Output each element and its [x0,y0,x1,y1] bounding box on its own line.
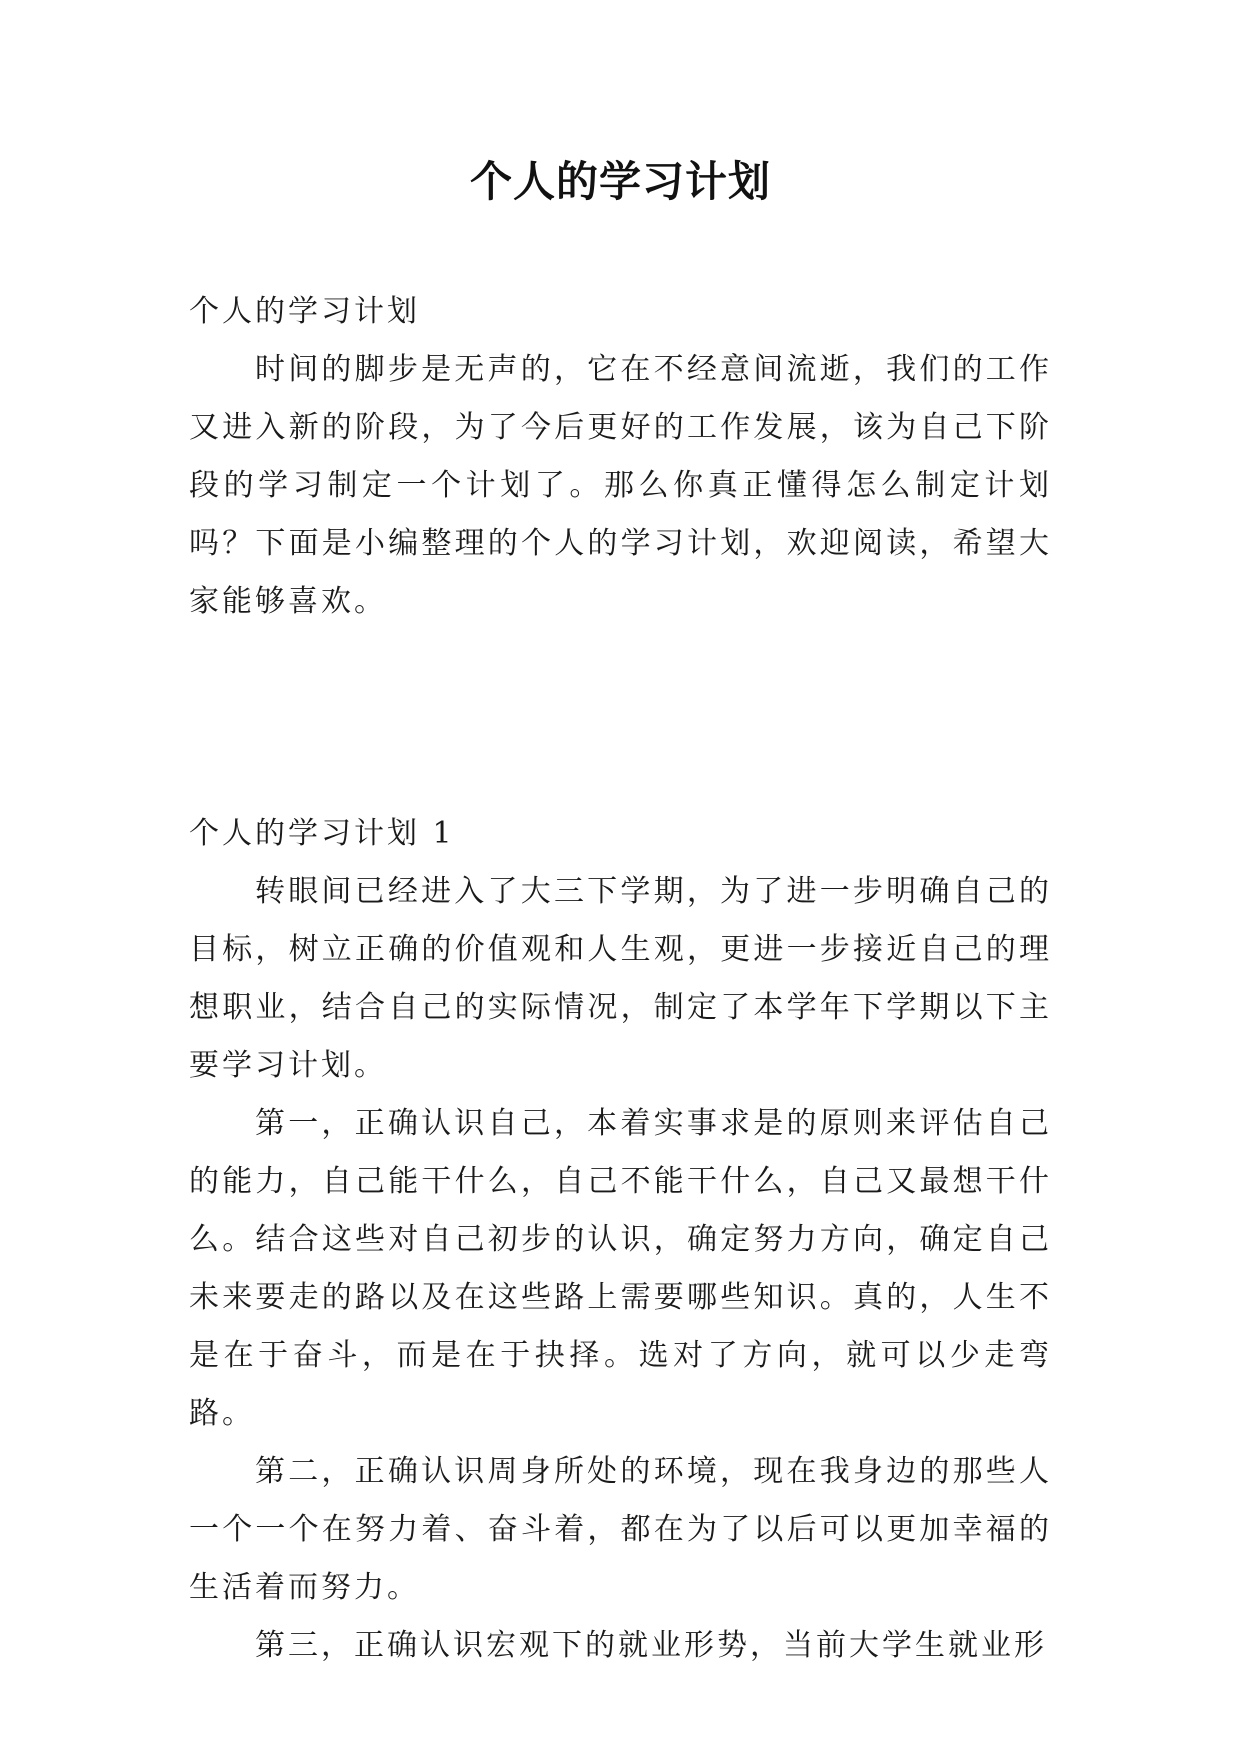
section-1-heading: 个人的学习计划 1 [189,816,455,851]
document-title: 个人的学习计划 [469,157,771,206]
point-3-paragraph: 第三，正确认识宏观下的就业形势，当前大学生就业形 [255,1628,1047,1663]
point-2-paragraph: 第二，正确认识周身所处的环境，现在我身边的那些人一个一个在努力着、奋斗着，都在为了以后可以更加幸福的生活着而努力。 [189,1454,1052,1605]
document-body [189,283,1052,1675]
section-1-paragraph: 转眼间已经进入了大三下学期，为了进一步明确自己的目标，树立正确的价值观和人生观，更进一步接近自己的理想职业，结合自己的实际情况，制定了本学年下学期以下主要学习计划。 [189,874,1052,1083]
intro-paragraph: 时间的脚步是无声的，它在不经意间流逝，我们的工作又进入新的阶段，为了今后更好的工作发展，该为自己下阶段的学习制定一个计划了。那么你真正懂得怎么制定计划吗？下面是小编整理的个人的学习计划，欢迎阅读，希望大家能够喜欢。 [189,352,1052,619]
point-1-paragraph: 第一，正确认识自己，本着实事求是的原则来评估自己的能力，自己能干什么，自己不能干什么，自己又最想干什么。结合这些对自己初步的认识，确定努力方向，确定自己未来要走的路以及在这些路上需要哪些知识。真的，人生不是在于奋斗，而是在于抉择。选对了方向，就可以少走弯路。 [189,1106,1052,1431]
intro-heading: 个人的学习计划 [189,294,420,329]
section-spacer [189,631,1052,805]
